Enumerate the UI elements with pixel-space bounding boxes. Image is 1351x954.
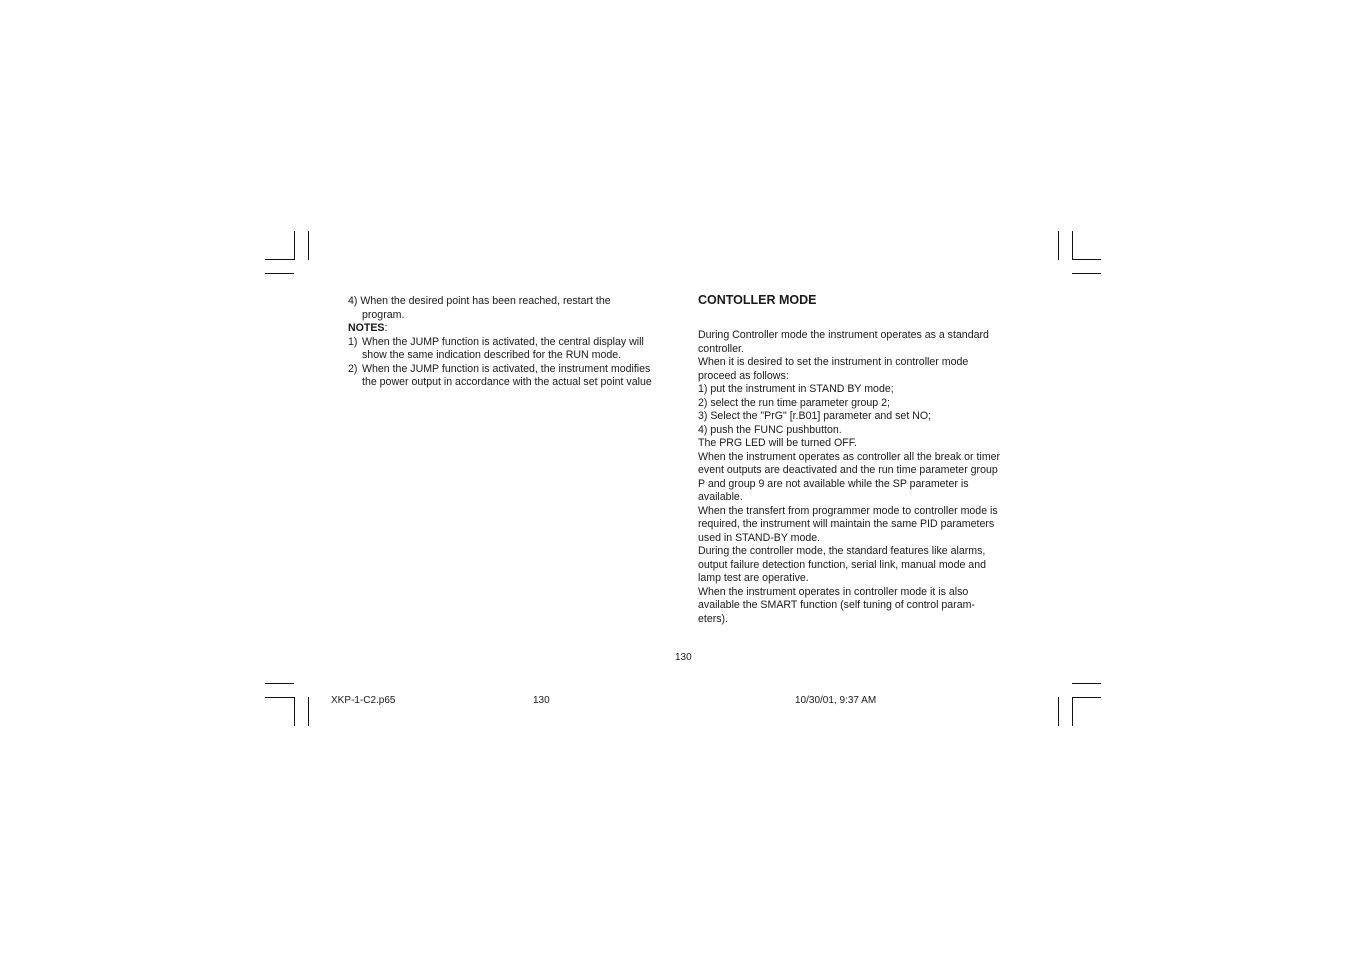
section-title: CONTOLLER MODE (698, 293, 817, 307)
crop-mark-bottom-left-vertical-outer (294, 697, 295, 726)
slug-filename: XKP-1-C2.p65 (331, 695, 396, 706)
crop-mark-top-left-horizontal-lower (265, 273, 294, 274)
slug-page: 130 (533, 695, 550, 706)
crop-mark-top-left-horizontal-upper (265, 259, 294, 260)
body-line: 3) Select the "PrG" [r.B01] parameter and set NO; (698, 410, 932, 422)
body-line: required, the instrument will maintain the same PID parameters (698, 518, 995, 530)
note-1-line-1: When the JUMP function is activated, the central display will (362, 335, 644, 348)
body-line: 1) put the instrument in STAND BY mode; (698, 383, 894, 395)
body-line: proceed as follows: (698, 369, 789, 382)
body-line: controller. (698, 342, 744, 355)
body-line: output failure detection function, serial link, manual mode and (698, 558, 986, 571)
body-line: The PRG LED will be turned OFF. (698, 437, 857, 449)
body-line: available the SMART function (self tuning of control param- (698, 599, 975, 611)
crop-mark-top-left-vertical-inner (308, 231, 309, 260)
body-line: eters). (698, 612, 729, 625)
crop-mark-bottom-right-vertical-outer (1072, 697, 1073, 726)
body-line: used in STAND-BY mode. (698, 531, 821, 544)
left-column (348, 295, 678, 390)
crop-mark-bottom-right-vertical-inner (1058, 697, 1059, 726)
body-line: When the instrument operates as controller all the break or timer (698, 450, 1001, 463)
step-4-line-1: 4) When the desired point has been reached, restart the (348, 295, 611, 307)
crop-mark-top-left-vertical-outer (294, 231, 295, 260)
note-1 (348, 336, 678, 363)
body-line: During Controller mode the instrument operates as a standard (698, 329, 989, 341)
notes-heading (348, 322, 678, 336)
body-line: event outputs are deactivated and the run time parameter group (698, 464, 998, 476)
body-line: When the instrument operates in controller mode it is also (698, 585, 969, 598)
crop-mark-bottom-left-horizontal-upper (265, 683, 294, 684)
crop-mark-top-right-horizontal-lower (1072, 273, 1101, 274)
crop-mark-bottom-left-vertical-inner (308, 697, 309, 726)
crop-mark-top-right-vertical-inner (1058, 231, 1059, 260)
crop-mark-bottom-left-horizontal-lower (265, 697, 294, 698)
section-body (698, 329, 1028, 626)
body-line: During the controller mode, the standard features like alarms, (698, 545, 986, 557)
note-2 (348, 363, 678, 390)
body-line: P and group 9 are not available while the SP parameter is (698, 477, 969, 490)
body-line: When it is desired to set the instrument in controller mode (698, 356, 969, 368)
note-2-line-1: When the JUMP function is activated, the instrument modifies (362, 362, 651, 375)
notes-label: NOTES (348, 322, 385, 334)
right-column (698, 292, 1028, 626)
crop-mark-bottom-right-horizontal-upper (1072, 683, 1101, 684)
note-2-number: 2) (348, 362, 358, 375)
crop-mark-top-right-horizontal-upper (1072, 259, 1101, 260)
note-1-number: 1) (348, 335, 358, 348)
body-line: lamp test are operative. (698, 572, 809, 584)
body-line: 4) push the FUNC pushbutton. (698, 423, 842, 436)
crop-mark-top-right-vertical-outer (1072, 231, 1073, 260)
note-1-line-2: show the same indication described for the RUN mode. (362, 349, 622, 361)
notes-colon: : (384, 322, 388, 334)
body-line: 2) select the run time parameter group 2; (698, 396, 890, 409)
page-number: 130 (675, 652, 692, 663)
crop-mark-bottom-right-horizontal-lower (1072, 697, 1101, 698)
note-2-line-2: the power output in accordance with the actual set point value (362, 376, 652, 388)
body-line: available. (698, 491, 743, 503)
step-4-line-2: program. (362, 308, 405, 321)
slug-timestamp: 10/30/01, 9:37 AM (795, 695, 877, 706)
body-line: When the transfert from programmer mode to controller mode is (698, 504, 998, 517)
